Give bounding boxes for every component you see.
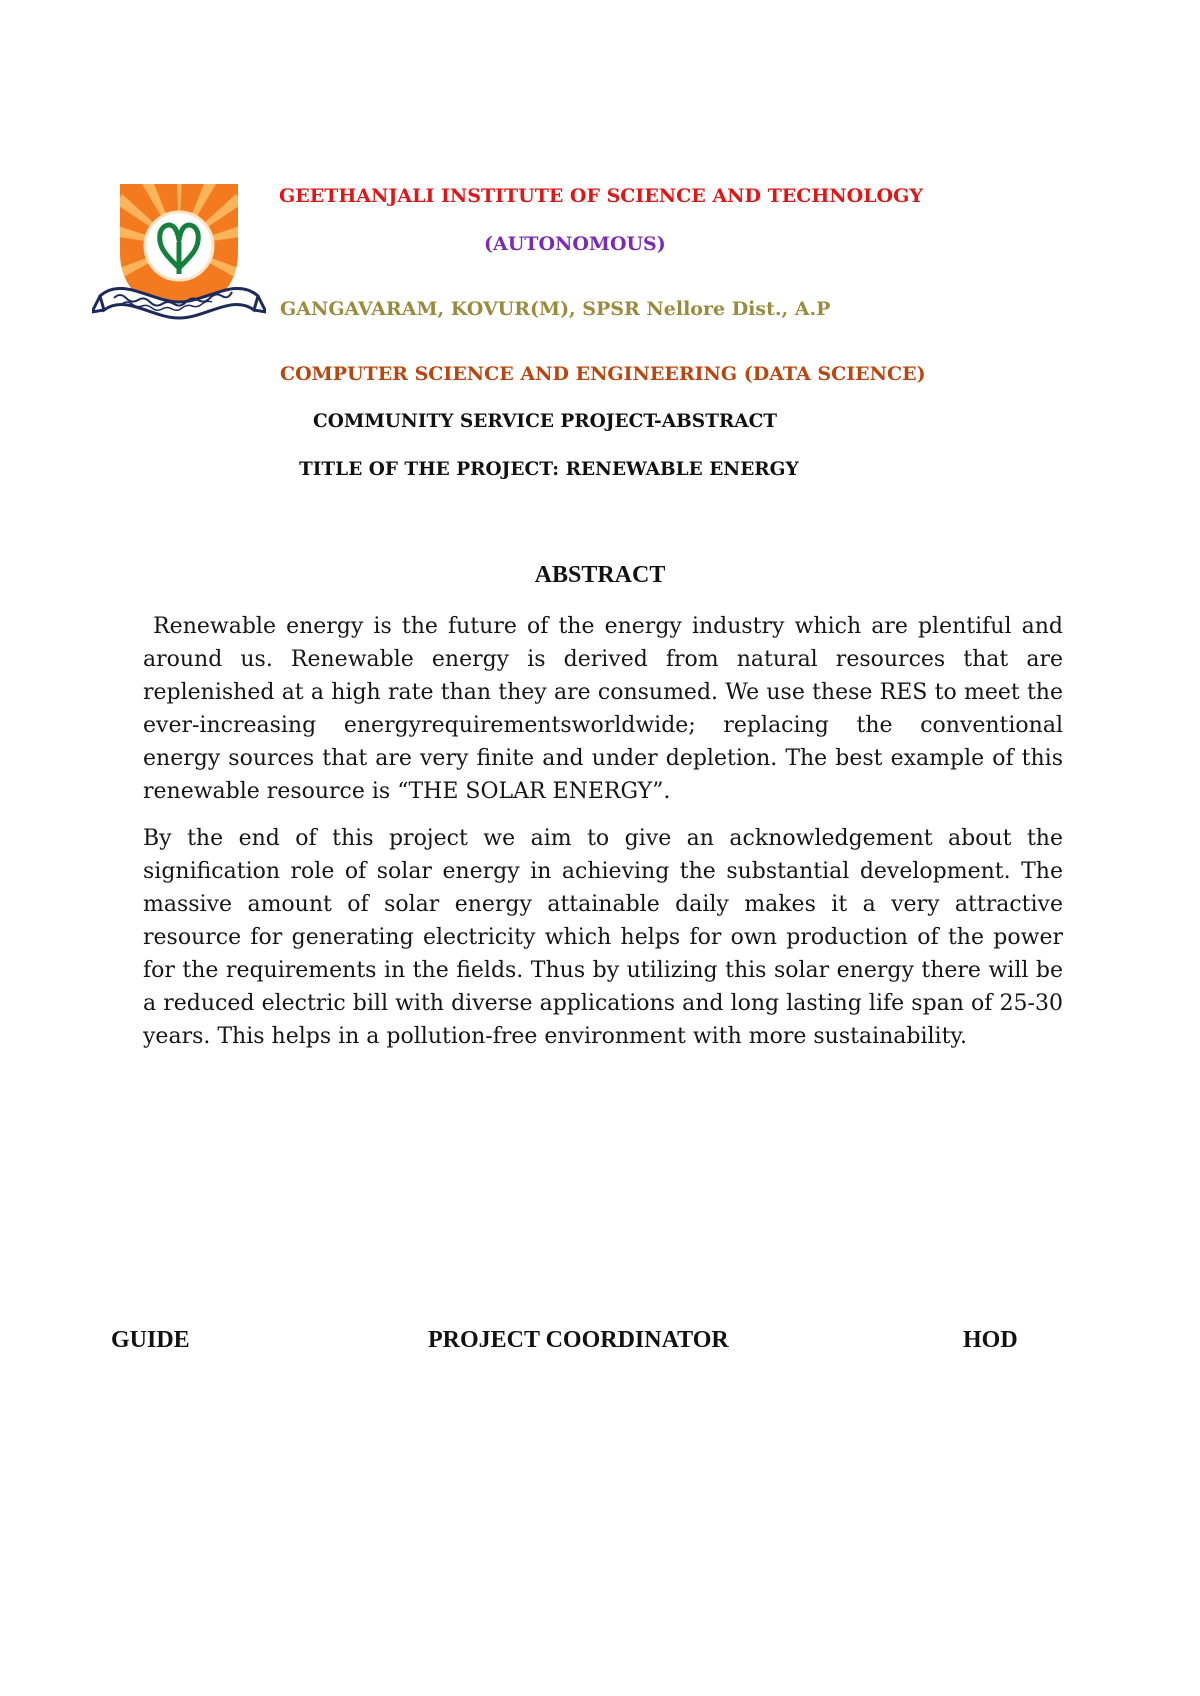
signature-project-coordinator: PROJECT COORDINATOR [428, 1327, 729, 1353]
signature-hod: HOD [963, 1327, 1018, 1353]
institute-name: GEETHANJALI INSTITUTE OF SCIENCE AND TECHNOLOGY [279, 185, 923, 207]
department-name: COMPUTER SCIENCE AND ENGINEERING (DATA SCIENCE) [280, 363, 926, 385]
abstract-paragraph: By the end of this project we aim to give an acknowledgement about the signification role of solar energy in achieving the substantial development. The massive amount of solar energy attainable daily makes it a very attractive resource for generating electricity which helps for own production of the power for the requirements in the fields. Thus by utilizing this solar energy there will be a reduced electric bill with diverse applications and long lasting life span of 25-30 years. This helps in a pollution-free environment with more sustainability. [143, 826, 1063, 1049]
project-title: TITLE OF THE PROJECT: RENEWABLE ENERGY [299, 459, 799, 480]
abstract-paragraph: Renewable energy is the future of the energy industry which are plentiful and around us. Renewable energy is derived from natural resources that are replenished at a high rate than they are consumed. We use these RES to meet the ever-increasing energyrequirementsworldwide; replacing the conventional energy sources that are very finite and under depletion. The best example of this renewable resource is “THE SOLAR ENERGY”. [143, 614, 1070, 804]
signature-guide: GUIDE [111, 1327, 190, 1353]
project-type: COMMUNITY SERVICE PROJECT-ABSTRACT [313, 411, 778, 432]
autonomous-label: (AUTONOMOUS) [484, 233, 666, 255]
abstract-body [143, 610, 1070, 1067]
institute-logo-icon [92, 184, 266, 330]
institute-address: GANGAVARAM, KOVUR(M), SPSR Nellore Dist., A.P [280, 298, 831, 320]
abstract-heading: ABSTRACT [534, 562, 666, 588]
